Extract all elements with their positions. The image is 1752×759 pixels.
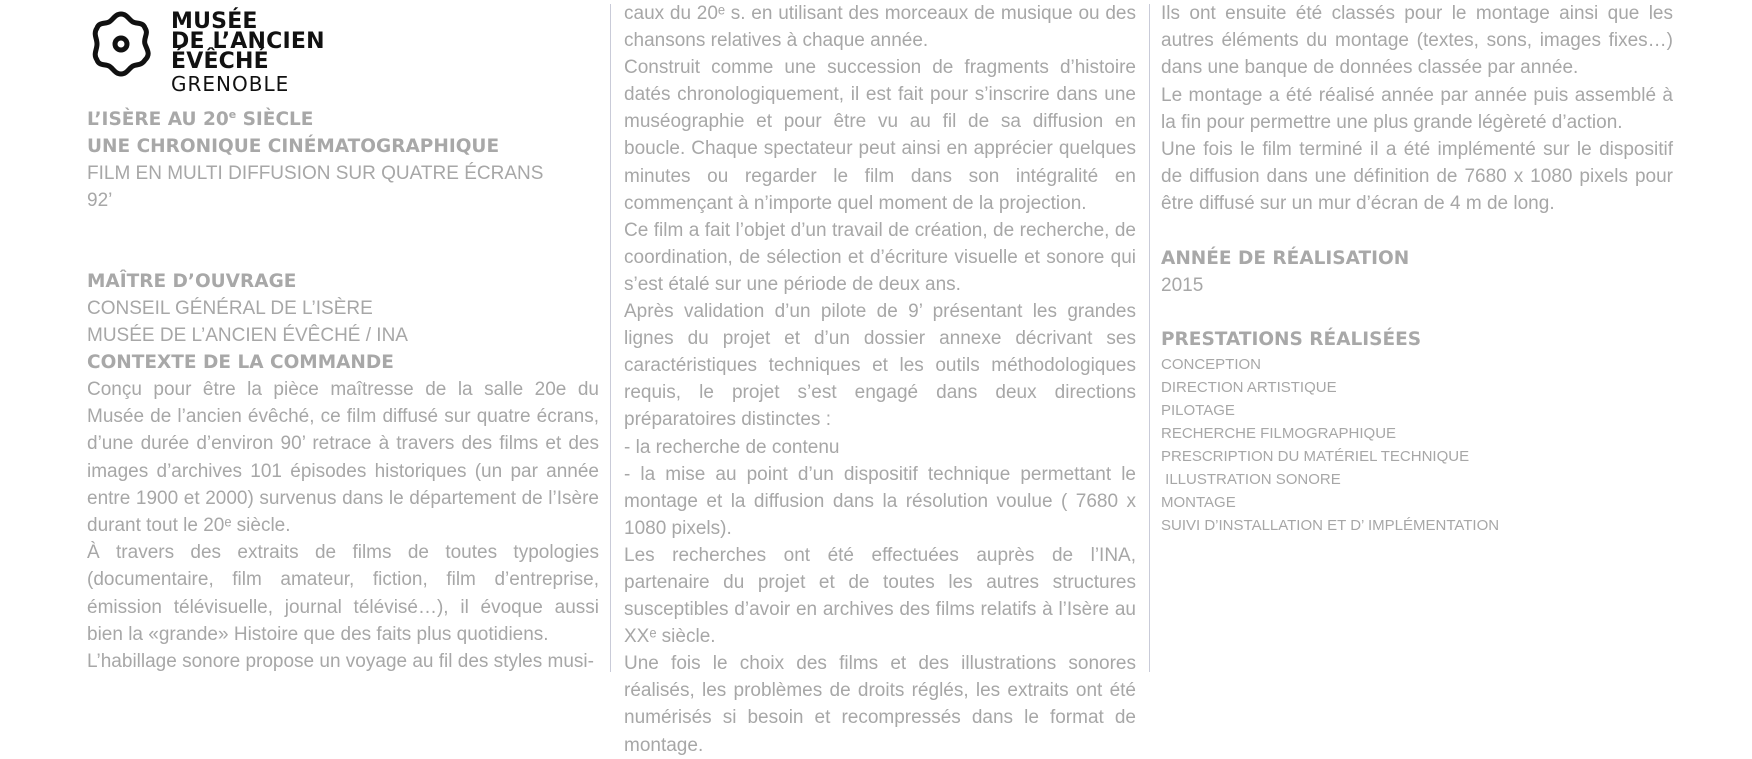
paragraph: Après validation d’un pilote de 9’ présentant les grandes lignes du projet et d’un dossier annexe décrivant ses caractéristiques techniques et les outils méthodologiques requis, le projet s’est engagé dans deux directions préparatoires distinctes : bbox=[624, 301, 1136, 431]
paragraph: L’habillage sonore propose un voyage au fil des styles musi- bbox=[87, 651, 594, 673]
paragraph: Conçu pour être la pièce maîtresse de la salle 20e du Musée de l’ancien évêché, ce film diffusé sur quatre écrans, d’une durée d’environ 90’ retrace à travers des films et des images d’archives 101 épisodes historiques (un par année entre 1900 et 2000) survenus dans le département de l’Isère durant tout le 20ᵉ siècle. bbox=[87, 379, 599, 537]
column-middle bbox=[624, 0, 1136, 759]
column-divider bbox=[1149, 4, 1150, 672]
museum-emblem-icon bbox=[87, 10, 155, 78]
logo-line-3: ÉVÊCHÉ bbox=[171, 49, 269, 74]
service-item: CONCEPTION bbox=[1161, 355, 1262, 373]
column-right bbox=[1161, 0, 1673, 537]
services-heading: PRESTATIONS RÉALISÉES bbox=[1161, 328, 1422, 350]
paragraph: - la recherche de contenu bbox=[624, 436, 840, 458]
logo-line-1: MUSÉE bbox=[171, 9, 258, 34]
service-item: SUIVI D’INSTALLATION ET D’ IMPLÉMENTATION bbox=[1161, 516, 1500, 534]
context-heading: CONTEXTE DE LA COMMANDE bbox=[87, 352, 394, 373]
paragraph: Ce film a fait l’objet d’un travail de création, de recherche, de coordination, de sélection et d’écriture visuelle et sonore qui s’est étalé sur une période de deux ans. bbox=[624, 219, 1136, 295]
service-item: PILOTAGE bbox=[1161, 401, 1235, 419]
logo-city: GRENOBLE bbox=[171, 72, 290, 96]
paragraph: Les recherches ont été effectuées auprès de l’INA, partenaire du projet et de toutes les autres structures susceptibles d’avoir en archives des films relatifs à l’Isère au XXᵉ siècle. bbox=[624, 544, 1136, 648]
service-item: RECHERCHE FILMOGRAPHIQUE bbox=[1161, 424, 1397, 442]
owner-heading: MAÎTRE D’OUVRAGE bbox=[87, 271, 297, 292]
year-value: 2015 bbox=[1161, 274, 1204, 296]
column-divider bbox=[610, 4, 611, 672]
service-item: PRESCRIPTION DU MATÉRIEL TECHNIQUE bbox=[1161, 447, 1470, 465]
service-item: DIRECTION ARTISTIQUE bbox=[1161, 378, 1337, 396]
paragraph: - la mise au point d’un dispositif technique permettant le montage et la diffusion dans la résolution voulue ( 7680 x 1080 pixels). bbox=[624, 463, 1136, 539]
owner-item: MUSÉE DE L’ANCIEN ÉVÊCHÉ / INA bbox=[87, 325, 408, 346]
logo-line-2: DE L’ANCIEN bbox=[171, 29, 325, 54]
project-title: L’ISÈRE AU 20e SIÈCLE bbox=[87, 107, 314, 130]
paragraph: caux du 20ᵉ s. en utilisant des morceaux de musique ou des chansons relatives à chaque année. bbox=[624, 3, 1136, 52]
project-subtitle: FILM EN MULTI DIFFUSION SUR QUATRE ÉCRANS bbox=[87, 163, 544, 184]
paragraph: Ils ont ensuite été classés pour le montage ainsi que les autres éléments du montage (textes, sons, images fixes…) dans une banque de données classée par année. bbox=[1161, 3, 1673, 79]
paragraph: À travers des extraits de films de toutes typologies (documentaire, film amateur, fiction, film d’entreprise, émission télévisuelle, journal télévisé…), il évoque aussi bien la «grande» Histoire que des faits plus quotidiens. bbox=[87, 542, 599, 645]
service-item: MONTAGE bbox=[1161, 493, 1236, 511]
year-heading: ANNÉE DE RÉALISATION bbox=[1161, 247, 1410, 269]
service-item: ILLUSTRATION SONORE bbox=[1161, 470, 1341, 488]
paragraph: Une fois le choix des films et des illustrations sonores réalisés, les problèmes de droits réglés, les extraits ont été numérisés si besoin et recompressés dans le format de montage. bbox=[624, 653, 1136, 756]
project-duration: 92’ bbox=[87, 190, 113, 211]
project-title-line-2: UNE CHRONIQUE CINÉMATOGRAPHIQUE bbox=[87, 136, 500, 157]
paragraph: Une fois le film terminé il a été implémenté sur le dispositif de diffusion dans une définition de 7680 x 1080 pixels pour être diffusé sur un mur d’écran de 4 m de long. bbox=[1161, 139, 1673, 215]
column-left bbox=[87, 0, 599, 675]
museum-logo bbox=[87, 0, 599, 106]
paragraph: Le montage a été réalisé année par année puis assemblé à la fin pour permettre une plus grande légèreté d’action. bbox=[1161, 84, 1673, 133]
paragraph: Construit comme une succession de fragments d’histoire datés chronologiquement, il est fait pour s’inscrire dans une muséographie et pour être vu au fil de sa diffusion en boucle. Chaque spectateur peut ainsi en apprécier quelques minutes ou regarder le film dans son intégralité en commençant à n’importe quel moment de la projection. bbox=[624, 57, 1136, 214]
owner-item: CONSEIL GÉNÉRAL DE L’ISÈRE bbox=[87, 298, 373, 319]
